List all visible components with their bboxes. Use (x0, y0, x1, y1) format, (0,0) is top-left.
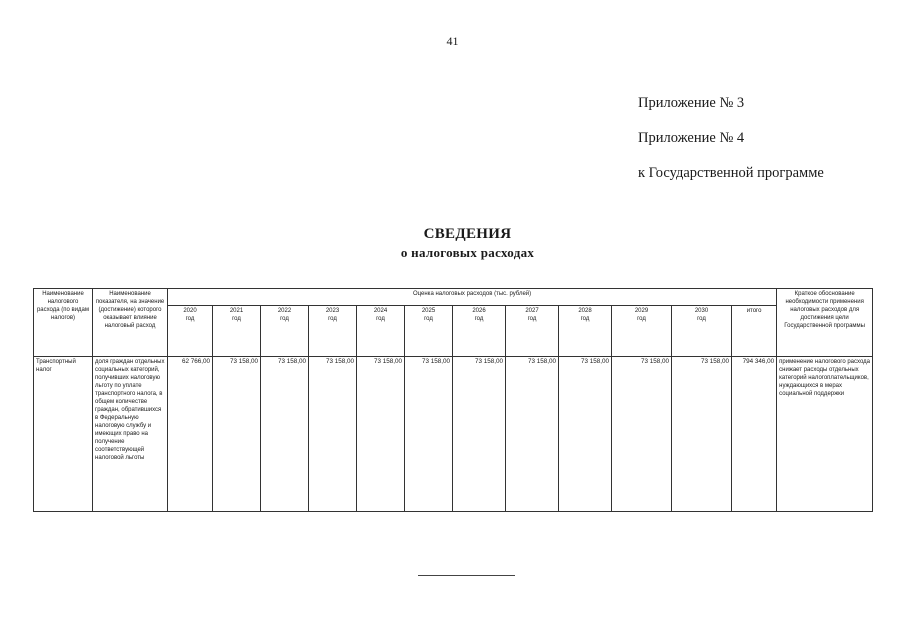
cell-tax-expenditure-name: Транспортный налог (34, 357, 93, 512)
header-year-2024 (357, 306, 405, 357)
header-estimate-group: Оценка налоговых расходов (тыс. рублей) (168, 289, 777, 306)
footnote-separator-line (418, 575, 515, 576)
cell-value-2021: 73 158,00 (213, 357, 261, 512)
page-number: 41 (446, 34, 459, 48)
cell-value-2026: 73 158,00 (453, 357, 506, 512)
cell-value-2029: 73 158,00 (612, 357, 672, 512)
header-year-2029 (612, 306, 672, 357)
header-year-value: 2020 (183, 308, 197, 314)
header-year-unit: год (232, 316, 241, 322)
header-year-2030 (672, 306, 732, 357)
header-year-2025 (405, 306, 453, 357)
cell-justification: применение налогового расхода снижает расходы отдельных категорий налогоплательщиков, нуждающихся в мерах социальной поддержки (777, 357, 873, 512)
header-year-value: 2028 (578, 308, 592, 314)
header-year-unit: год (185, 316, 195, 322)
cell-value-2024: 73 158,00 (357, 357, 405, 512)
document-subtitle: о налоговых расходах (400, 245, 535, 260)
tax-expenditure-table (33, 288, 873, 512)
header-tax-expenditure-name: Наименование налогового расхода (по видам налогов) (34, 289, 93, 357)
cell-value-2027: 73 158,00 (506, 357, 559, 512)
header-year-2020 (168, 306, 213, 357)
header-year-value: 2027 (525, 308, 539, 314)
header-year-2028 (559, 306, 612, 357)
cell-value-2028: 73 158,00 (559, 357, 612, 512)
header-year-value: 2029 (634, 308, 649, 314)
header-year-unit: год (637, 316, 646, 322)
appendix-line-2: Приложение № 4 (638, 130, 745, 146)
header-year-2023 (309, 306, 357, 357)
header-year-unit: год (424, 316, 433, 322)
header-year-value: 2030 (694, 308, 709, 314)
cell-value-2030: 73 158,00 (672, 357, 732, 512)
header-year-2021 (213, 306, 261, 357)
appendix-line-1: Приложение № 3 (638, 95, 745, 111)
header-year-value: 2026 (472, 308, 486, 314)
cell-total: 794 346,00 (732, 357, 777, 512)
header-year-unit: год (376, 316, 385, 322)
cell-value-2023: 73 158,00 (309, 357, 357, 512)
header-year-value: 2025 (421, 308, 436, 314)
table-row (34, 357, 873, 512)
header-year-unit: год (474, 316, 484, 322)
cell-indicator: доля граждан отдельных социальных категорий, получивших налоговую льготу по уплате транспортного налога, в общем количестве граждан, обратившихся в Федеральную налоговую службу и имеющих право на получение соответствующей налоговой льготы (93, 357, 168, 512)
header-total: итого (732, 306, 777, 357)
appendix-line-3: к Государственной программе (638, 165, 824, 181)
header-year-unit: год (527, 316, 537, 322)
header-year-value: 2021 (229, 308, 244, 314)
header-year-value: 2023 (325, 308, 340, 314)
header-year-value: 2022 (277, 308, 292, 314)
document-title: СВЕДЕНИЯ (423, 226, 512, 242)
cell-value-2022: 73 158,00 (261, 357, 309, 512)
header-year-2027 (506, 306, 559, 357)
header-indicator-name: Наименование показателя, на значение (достижение) которого оказывает влияние налоговый расход (93, 289, 168, 357)
header-year-value: 2024 (373, 308, 388, 314)
header-year-unit: год (580, 316, 590, 322)
cell-value-2025: 73 158,00 (405, 357, 453, 512)
header-year-unit: год (697, 316, 706, 322)
header-year-2022 (261, 306, 309, 357)
header-year-unit: год (280, 316, 289, 322)
cell-value-2020: 62 766,00 (168, 357, 213, 512)
header-year-unit: год (328, 316, 337, 322)
header-justification: Краткое обоснование необходимости применения налоговых расходов для достижения цели Государственной программы (777, 289, 873, 357)
header-year-2026 (453, 306, 506, 357)
